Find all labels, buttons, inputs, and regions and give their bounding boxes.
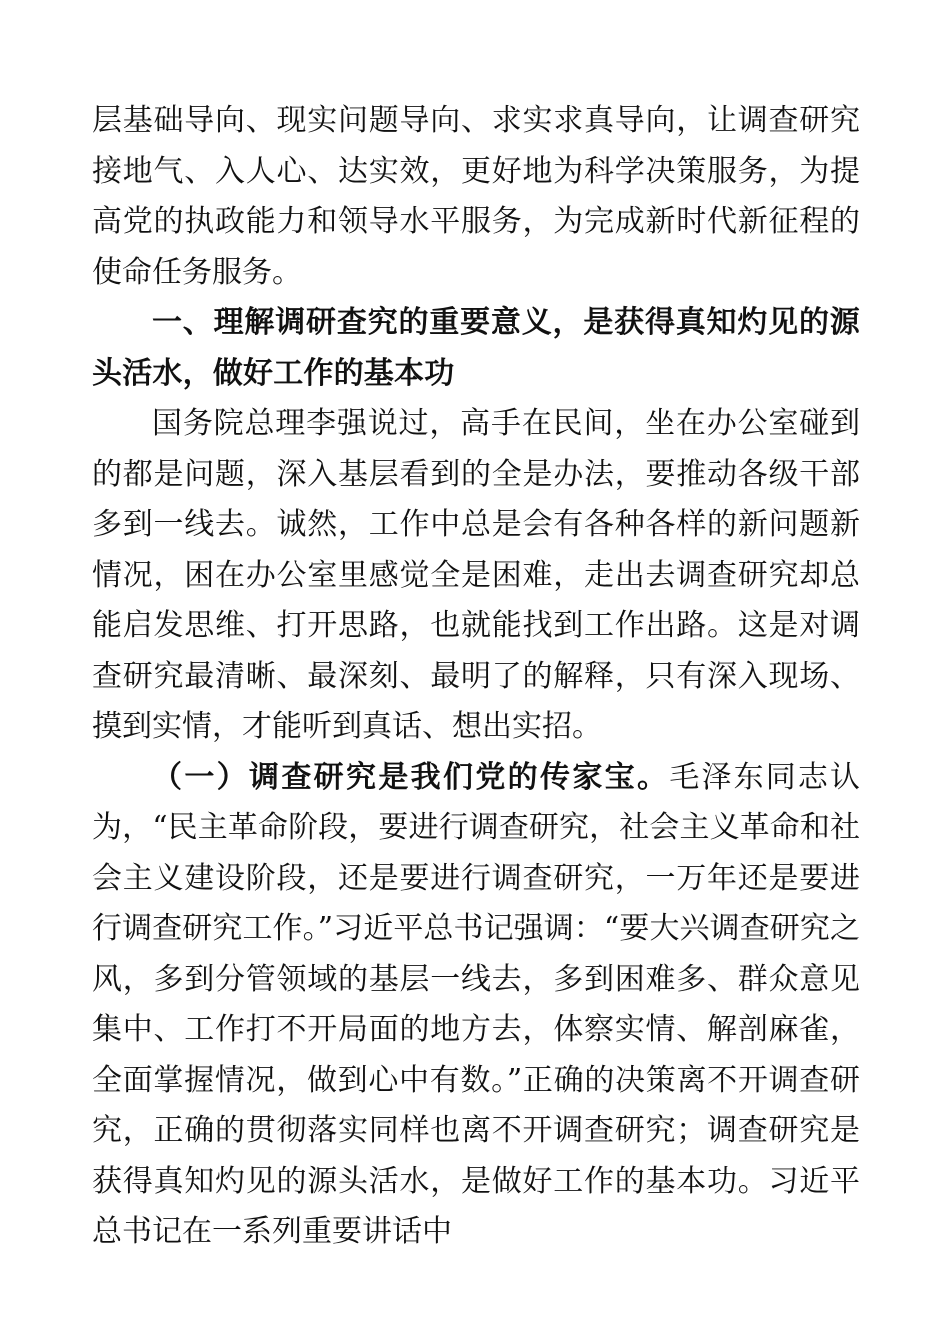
subsection-lead: （一）调查研究是我们党的传家宝。 (152, 759, 670, 795)
paragraph-tradition (92, 753, 860, 1258)
document-page (92, 96, 860, 1258)
subsection-body: 毛泽东同志认为，“民主革命阶段，要进行调查研究，社会主义革命和社会主义建设阶段，还是要进行调查研究，一万年还是要进行调查研究工作。”习近平总书记强调：“要大兴调查研究之风，多到分管领域的基层一线去，多到困难多、群众意见集中、工作打不开局面的地方去，体察实情、解剖麻雀，全面掌握情况，做到心中有数。”正确的决策离不开调查研究，正确的贯彻落实同样也离不开调查研究；调查研究是获得真知灼见的源头活水，是做好工作的基本功。习近平总书记在一系列重要讲话中 (92, 759, 861, 1249)
section-heading: 一、理解调研查究的重要意义，是获得真知灼见的源头活水，做好工作的基本功 (92, 305, 860, 391)
paragraph-li-qiang-quote: 国务院总理李强说过，高手在民间，坐在办公室碰到的都是问题，深入基层看到的全是办法，要推动各级干部多到一线去。诚然，工作中总是会有各种各样的新问题新情况，困在办公室里感觉全是困难，走出去调查研究却总能启发思维、打开思路，也就能找到工作出路。这是对调查研究最清晰、最深刻、最明了的解释，只有深入现场、摸到实情，才能听到真话、想出实招。 (92, 406, 860, 744)
paragraph-continuation: 层基础导向、现实问题导向、求实求真导向，让调查研究接地气、入人心、达实效，更好地为科学决策服务，为提高党的执政能力和领导水平服务，为完成新时代新征程的使命任务服务。 (92, 103, 860, 290)
